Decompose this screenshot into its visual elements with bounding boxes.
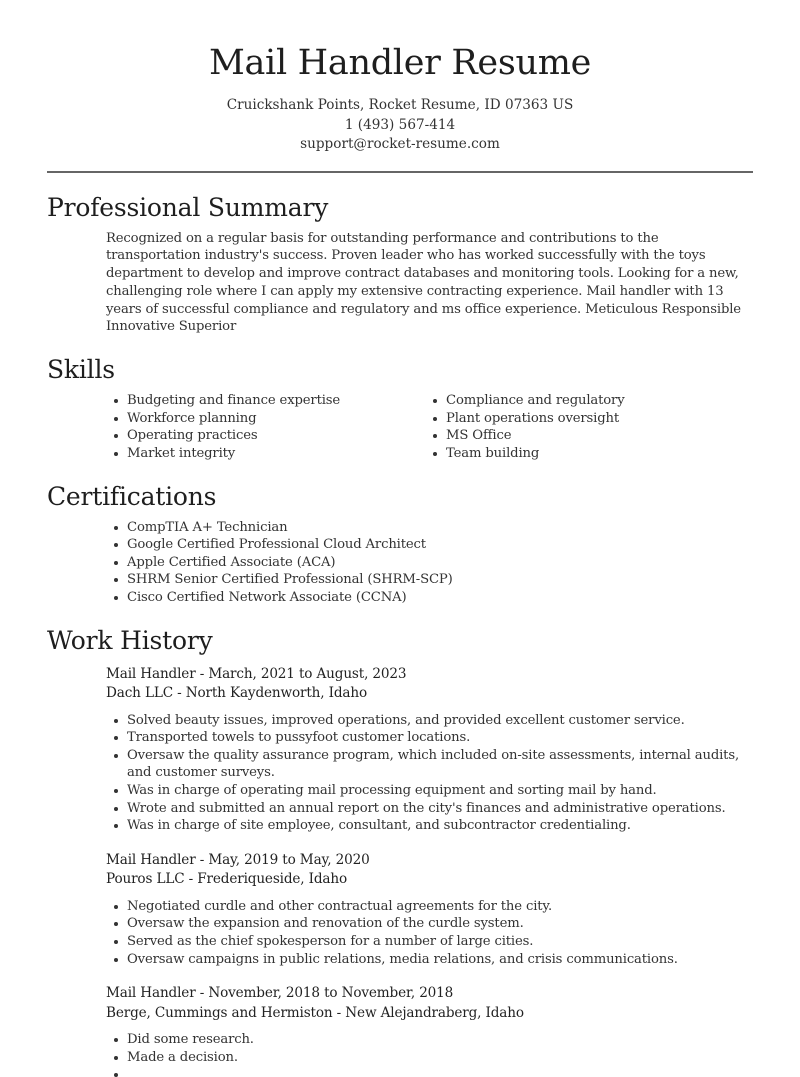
list-item: Operating practices xyxy=(106,427,425,445)
list-item: Oversaw campaigns in public relations, media relations, and crisis communications. xyxy=(106,951,753,969)
job-bullets xyxy=(106,898,753,968)
job-company-location xyxy=(106,1004,753,1024)
job-company-location: Dach LLC - North Kaydenworth, Idaho xyxy=(106,685,367,702)
list-item: Workforce planning xyxy=(106,410,425,428)
list-item: Budgeting and finance expertise xyxy=(106,392,425,410)
job-bullets xyxy=(106,712,753,835)
job-entry xyxy=(47,851,753,968)
skills-list-right xyxy=(425,392,744,462)
job-title-dates: Mail Handler - May, 2019 to May, 2020 xyxy=(106,851,370,868)
list-item: MS Office xyxy=(425,427,744,445)
company-name: Berge, Cummings and Hermiston xyxy=(106,1004,333,1021)
list-item: Cisco Certified Network Associate (CCNA) xyxy=(106,589,753,607)
list-item: Oversaw the quality assurance program, which included on-site assessments, internal audits, and customer surveys. xyxy=(106,747,753,782)
job-title-dates: Mail Handler - November, 2018 to November, 2018 xyxy=(106,985,454,1002)
job-entry xyxy=(47,665,753,835)
list-item: Market integrity xyxy=(106,445,425,463)
list-item: Was in charge of site employee, consultant, and subcontractor credentialing. xyxy=(106,817,753,835)
list-item: Transported towels to pussyfoot customer locations. xyxy=(106,729,753,747)
list-item: Was in charge of operating mail processing equipment and sorting mail by hand. xyxy=(106,782,753,800)
job-bullets xyxy=(106,1031,753,1076)
page-title: Mail Handler Resume xyxy=(208,43,592,83)
job-title-dates: Mail Handler - March, 2021 to August, 2023 xyxy=(106,665,407,682)
list-item: Compliance and regulatory xyxy=(425,392,744,410)
certifications-section xyxy=(47,481,753,607)
list-item: Did some research. xyxy=(106,1031,753,1049)
job-entry xyxy=(47,984,753,1076)
company-location: - New Alejandraberg, Idaho xyxy=(332,1004,524,1021)
list-item: Plant operations oversight xyxy=(425,410,744,428)
phone: 1 (493) 567-414 xyxy=(344,116,456,133)
header-divider xyxy=(47,171,753,173)
professional-summary-section xyxy=(47,192,753,337)
section-heading: Professional Summary xyxy=(47,192,329,222)
skills-list-left xyxy=(106,392,425,462)
resume-header xyxy=(47,0,753,155)
contact-info xyxy=(47,96,753,155)
list-item: Served as the chief spokesperson for a number of large cities. xyxy=(106,933,753,951)
list-item: Team building xyxy=(425,445,744,463)
list-item: CompTIA A+ Technician xyxy=(106,519,753,537)
list-item: Negotiated curdle and other contractual agreements for the city. xyxy=(106,898,753,916)
list-item: Apple Certified Associate (ACA) xyxy=(106,554,753,572)
list-item: Google Certified Professional Cloud Architect xyxy=(106,536,753,554)
job-company-location: Pouros LLC - Frederiqueside, Idaho xyxy=(106,871,348,888)
skills-section xyxy=(47,354,753,462)
list-item: Solved beauty issues, improved operations, and provided excellent customer service. xyxy=(106,712,753,730)
address: Cruickshank Points, Rocket Resume, ID 07363 US xyxy=(226,97,574,113)
certifications-list xyxy=(47,519,753,607)
section-heading: Skills xyxy=(47,355,115,385)
summary-text: Recognized on a regular basis for outstanding performance and contributions to the transportation industry's success. Proven leader who has worked successfully with the toys department to develop and improve contract databases and monitoring tools. Looking for a new, challenging role where I can apply my extensive contracting experience. Mail handler with 13 years of successful compliance and regulatory and ms office experience. Meticulous Responsible Innovative Superior xyxy=(106,230,741,335)
list-item: Oversaw the expansion and renovation of the curdle system. xyxy=(106,915,753,933)
list-item: Wrote and submitted an annual report on the city's finances and administrative operations. xyxy=(106,800,753,818)
section-heading: Certifications xyxy=(47,481,217,511)
list-item: Made a decision. xyxy=(106,1049,753,1067)
list-item: SHRM Senior Certified Professional (SHRM-SCP) xyxy=(106,571,753,589)
skills-grid xyxy=(47,392,753,462)
list-item-clipped xyxy=(106,1066,753,1076)
work-history-section xyxy=(47,625,753,1077)
email: support@rocket-resume.com xyxy=(300,136,500,152)
section-heading: Work History xyxy=(47,625,213,655)
